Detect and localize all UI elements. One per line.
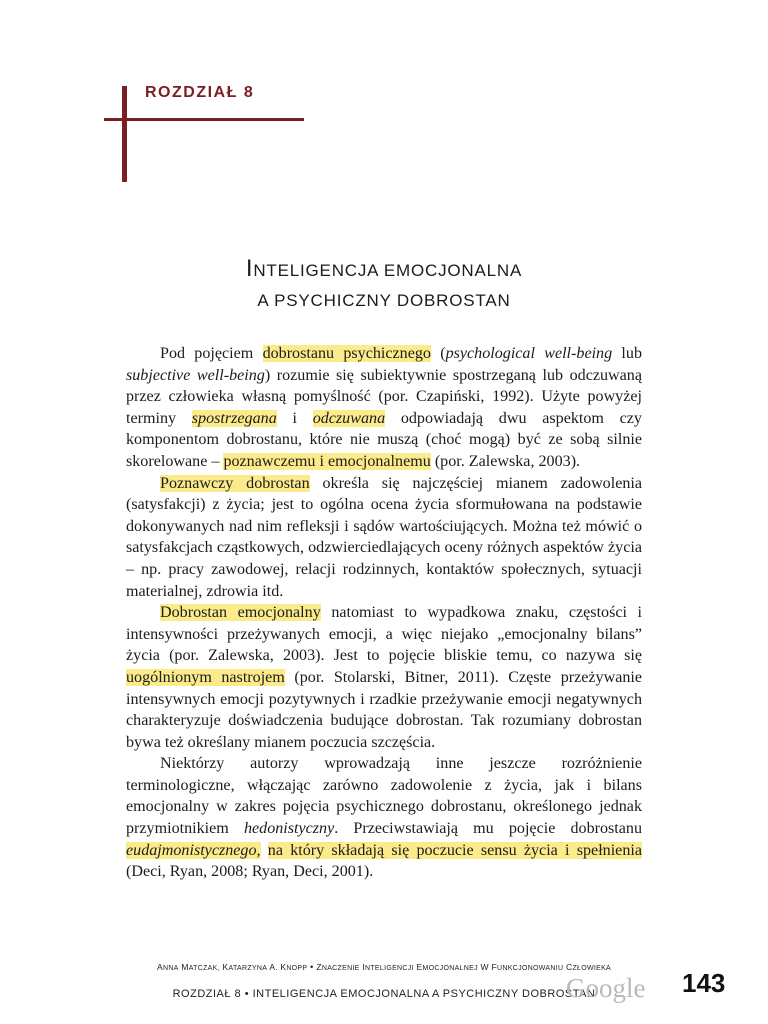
footer-book-title: ZNACZENIE INTELIGENCJI EMOCJONALNEJ W FUNKCJONOWANIU CZŁOWIEKA xyxy=(316,962,612,972)
footer-credit xyxy=(0,962,768,973)
title-line-2: A PSYCHICZNY DOBROSTAN xyxy=(257,291,511,310)
title-initial: I xyxy=(245,255,254,282)
emphasis: psychological well-being xyxy=(445,345,613,362)
chapter-label: ROZDZIAŁ 8 xyxy=(145,84,255,101)
highlighted-text: Dobrostan emocjonalny xyxy=(160,604,321,622)
emphasis: eudajmonistycznego, xyxy=(126,841,261,859)
paragraph-4: Niektórzy autorzy wprowadzają inne jeszcze rozróżnienie terminologiczne, włączając zarówno zadowolenie z życia, jak i bilans emocjonalny w zakres pojęcia psychicznego dobrostanu, określonego jednak przymiotnikiem hedonistyczny. Przeciwstawiają mu pojęcie dobrostanu eudajmonistycznego, na który składają się poczucie sensu życia i spełnienia (Deci, Ryan, 2008; Ryan, Deci, 2001). xyxy=(126,755,643,881)
highlighted-text xyxy=(126,842,261,859)
highlighted-text: na który składają się poczucie sensu życia i spełnienia xyxy=(267,841,642,859)
highlighted-text: poznawczemu i emocjonalnemu xyxy=(223,452,431,470)
highlighted-text: uogólnionym nastrojem xyxy=(126,668,285,686)
paragraph-2: Poznawczy dobrostan określa się najczęściej mianem zadowolenia (satysfakcji) z życia; jest to ogólna ocena życia sformułowana na podstawie dokonywanych nad nim refleksji i sądów wartościujących. Można też mówić o satysfakcjach cząstkowych, odzwierciedlających oceny różnych aspektów życia – np. pracy zawodowej, relacji rodzinnych, kontaktów społecznych, sytuacji materialnej, zdrowia itd. xyxy=(126,474,643,600)
body-text xyxy=(126,343,642,883)
title-line-1 xyxy=(0,254,768,286)
emphasis: odczuwana xyxy=(312,409,386,427)
footer-separator: • xyxy=(310,962,314,973)
emphasis: subjective well-being xyxy=(126,366,265,384)
title-line-1-rest: NTELIGENCJA EMOCJONALNA xyxy=(253,261,523,280)
google-watermark: Google xyxy=(566,973,646,1003)
footer-authors: ANNA MATCZAK, KATARZYNA A. KNOPP xyxy=(156,962,308,972)
highlighted-text xyxy=(192,410,277,427)
page-number: 143 xyxy=(682,968,726,998)
chapter-title xyxy=(0,254,768,316)
running-head: ROZDZIAŁ 8 • INTELIGENCJA EMOCJONALNA A PSYCHICZNY DOBROSTAN xyxy=(172,988,596,1000)
paragraph-1: Pod pojęciem dobrostanu psychicznego (psychological well-being lub subjective well-being) rozumie się subiektywnie spostrzeganą lub odczuwaną przez człowieka własną pomyślność (por. Czapiński, 1992). Użyte powyżej terminy spostrzegana i odczuwana odpowiadają dwu aspektom czy komponentom dobrostanu, które nie muszą (choć mogą) być ze sobą silnie skorelowane – poznawczemu i emocjonalnemu (por. Zalewska, 2003). xyxy=(126,345,642,470)
chapter-horizontal-rule xyxy=(104,118,304,121)
highlighted-text xyxy=(313,410,385,427)
emphasis: hedonistyczny xyxy=(243,820,335,838)
emphasis: spostrzegana xyxy=(191,409,277,427)
highlighted-text: dobrostanu psychicznego xyxy=(262,345,431,362)
chapter-vertical-rule xyxy=(122,86,127,182)
paragraph-3: Dobrostan emocjonalny natomiast to wypadkowa znaku, częstości i intensywności przeżywanych emocji, a więc niejako „emocjonalny bilans” życia (por. Zalewska, 2003). Jest to pojęcie bliskie temu, co nazywa się uogólnionym nastrojem (por. Stolarski, Bitner, 2011). Częste przeżywanie intensywnych emocji pozytywnych i rzadkie przeżywanie emocji negatywnych charakteryzuje doświadczenia budujące dobrostan. Tak rozumiany dobrostan bywa też określany mianem poczucia szczęścia. xyxy=(126,604,643,751)
highlighted-text: Poznawczy dobrostan xyxy=(160,474,310,492)
